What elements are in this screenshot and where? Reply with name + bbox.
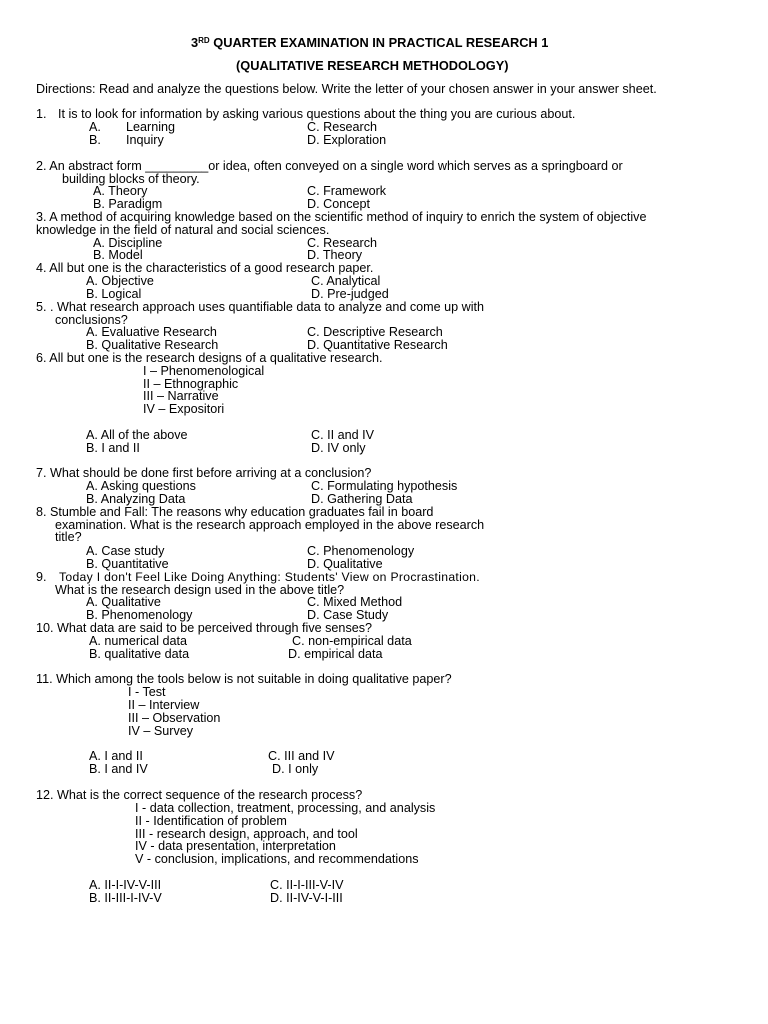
question-11-item-2: II – Interview: [128, 698, 200, 712]
exam-subtitle: (QUALITATIVE RESEARCH METHODOLOGY): [236, 58, 509, 73]
question-11-option-a: A. I and II: [89, 749, 143, 763]
question-4-line-1: 4. All but one is the characteristics of a good research paper.: [36, 261, 374, 275]
question-1-text: It is to look for information by asking various questions about the thing you are curious about.: [58, 107, 576, 121]
question-10-option-b: B. qualitative data: [89, 647, 190, 661]
question-12-option-b: B. II-III-I-IV-V: [89, 891, 162, 905]
title-number: 3: [191, 35, 199, 50]
question-12-item-5: V - conclusion, implications, and recommendations: [135, 852, 419, 866]
question-10-line-1: 10. What data are said to be perceived through five senses?: [36, 621, 373, 635]
question-2-option-c: C. Framework: [307, 184, 387, 198]
question-1-number: 1.: [36, 107, 47, 121]
question-3-line-2: knowledge in the field of natural and social sciences.: [36, 223, 330, 237]
question-6-option-b: B. I and II: [86, 441, 140, 455]
question-5-option-c: C. Descriptive Research: [307, 325, 443, 339]
question-1-option-b: Inquiry: [126, 133, 164, 147]
question-7-option-c: C. Formulating hypothesis: [311, 479, 458, 493]
question-4-option-b: B. Logical: [86, 287, 142, 301]
question-3-option-d: D. Theory: [307, 248, 363, 262]
question-11-item-4: IV – Survey: [128, 724, 194, 738]
question-6-item-2: II – Ethnographic: [143, 377, 239, 391]
question-2-option-b: B. Paradigm: [93, 197, 163, 211]
question-12-item-4: IV - data presentation, interpretation: [135, 839, 336, 853]
question-9-title: Today I don't Feel Like Doing Anything: Students' View on Procrastination.: [59, 570, 480, 584]
question-11-option-b: B. I and IV: [89, 762, 148, 776]
question-5-option-a: A. Evaluative Research: [86, 325, 217, 339]
question-7-line-1: 7. What should be done first before arriving at a conclusion?: [36, 466, 372, 480]
question-5-option-b: B. Qualitative Research: [86, 338, 219, 352]
question-8-line-1: 8. Stumble and Fall: The reasons why education graduates fail in board: [36, 505, 434, 519]
question-8-option-d: D. Qualitative: [307, 557, 383, 571]
question-12-option-a: A. II-I-IV-V-III: [89, 878, 162, 892]
question-1-option-a: Learning: [126, 120, 176, 134]
question-1-option-a-letter: A.: [89, 120, 101, 134]
title-text: QUARTER EXAMINATION IN PRACTICAL RESEARCH 1: [209, 35, 549, 50]
question-8-line-3: title?: [55, 530, 82, 544]
question-3-option-c: C. Research: [307, 236, 377, 250]
question-6-item-4: IV – Expositori: [143, 402, 225, 416]
question-5-line-1: 5. . What research approach uses quantifiable data to analyze and come up with: [36, 300, 485, 314]
question-5-line-2: conclusions?: [55, 313, 128, 327]
question-11-item-3: III – Observation: [128, 711, 221, 725]
title-superscript: RD: [198, 36, 210, 45]
question-11-option-c: C. III and IV: [268, 749, 335, 763]
question-2-line-2: building blocks of theory.: [62, 172, 200, 186]
question-2-line-1: 2. An abstract form _________or idea, often conveyed on a single word which serves as a springboard or: [36, 159, 623, 173]
question-11-item-1: I - Test: [128, 685, 166, 699]
question-7-option-a: A. Asking questions: [86, 479, 196, 493]
question-10-option-d: D. empirical data: [288, 647, 383, 661]
question-12-option-d: D. II-IV-V-I-III: [270, 891, 343, 905]
question-1-option-c: C. Research: [307, 120, 377, 134]
directions: Directions: Read and analyze the questions below. Write the letter of your chosen answer in your answer sheet.: [36, 82, 657, 96]
question-6-line-1: 6. All but one is the research designs of a qualitative research.: [36, 351, 383, 365]
question-9-option-d: D. Case Study: [307, 608, 389, 622]
question-4-option-a: A. Objective: [86, 274, 154, 288]
question-8-option-b: B. Quantitative: [86, 557, 169, 571]
question-6-option-c: C. II and IV: [311, 428, 374, 442]
question-9-option-a: A. Qualitative: [86, 595, 161, 609]
question-8-option-c: C. Phenomenology: [307, 544, 415, 558]
question-12-item-3: III - research design, approach, and tool: [135, 827, 358, 841]
question-11-line-1: 11. Which among the tools below is not suitable in doing qualitative paper?: [36, 672, 452, 686]
question-3-option-a: A. Discipline: [93, 236, 163, 250]
question-8-line-2: examination. What is the research approach employed in the above research: [55, 518, 485, 532]
question-5-option-d: D. Quantitative Research: [307, 338, 448, 352]
exam-title: [191, 36, 548, 49]
question-12-item-1: I - data collection, treatment, processing, and analysis: [135, 801, 436, 815]
question-9-line-2: What is the research design used in the above title?: [55, 583, 345, 597]
question-7-option-d: D. Gathering Data: [311, 492, 413, 506]
question-3-line-1: 3. A method of acquiring knowledge based on the scientific method of inquiry to enrich the system of objective: [36, 210, 647, 224]
question-12-line-1: 12. What is the correct sequence of the research process?: [36, 788, 363, 802]
question-2-option-d: D. Concept: [307, 197, 370, 211]
question-4-option-c: C. Analytical: [311, 274, 381, 288]
question-1-option-b-letter: B.: [89, 133, 101, 147]
question-10-option-c: C. non-empirical data: [292, 634, 412, 648]
question-6-option-d: D. IV only: [311, 441, 366, 455]
question-11-option-d: D. I only: [272, 762, 319, 776]
question-4-option-d: D. Pre-judged: [311, 287, 389, 301]
question-2-option-a: A. Theory: [93, 184, 148, 198]
question-6-item-3: III – Narrative: [143, 389, 219, 403]
question-3-option-b: B. Model: [93, 248, 143, 262]
question-9-number: 9.: [36, 570, 47, 584]
question-8-option-a: A. Case study: [86, 544, 165, 558]
question-10-option-a: A. numerical data: [89, 634, 188, 648]
question-7-option-b: B. Analyzing Data: [86, 492, 186, 506]
question-6-item-1: I – Phenomenological: [143, 364, 265, 378]
question-12-option-c: C. II-I-III-V-IV: [270, 878, 344, 892]
question-9-option-c: C. Mixed Method: [307, 595, 403, 609]
question-12-item-2: II - Identification of problem: [135, 814, 287, 828]
question-1-option-d: D. Exploration: [307, 133, 387, 147]
question-9-option-b: B. Phenomenology: [86, 608, 193, 622]
question-6-option-a: A. All of the above: [86, 428, 188, 442]
